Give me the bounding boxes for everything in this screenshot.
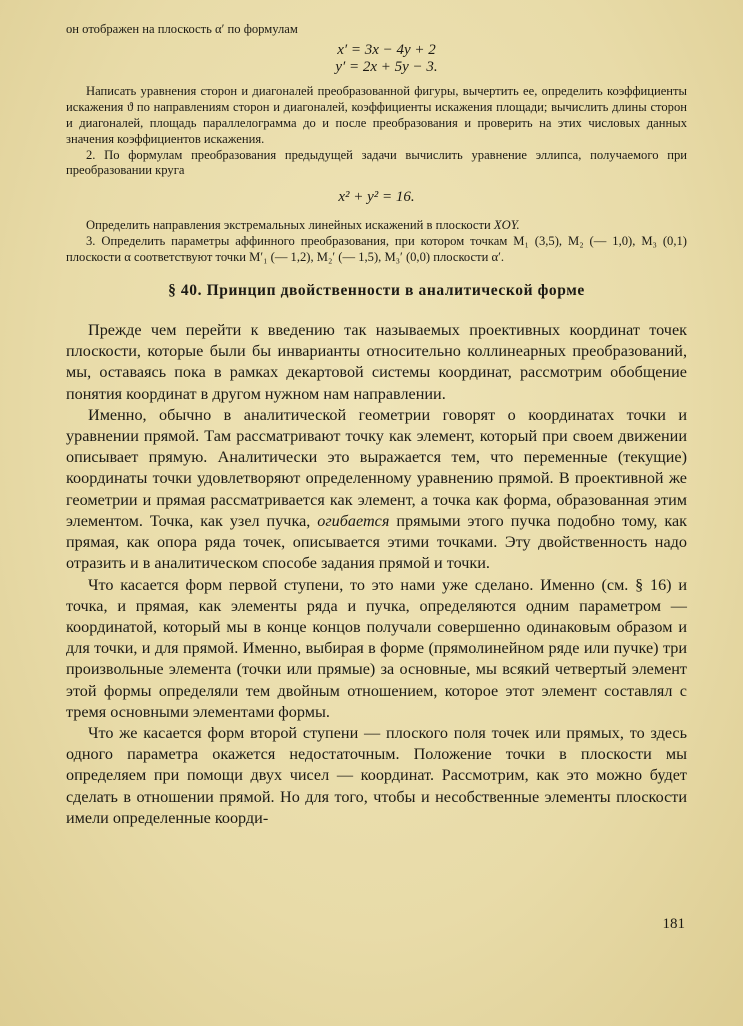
task-2b-plane: XOY.	[493, 218, 520, 233]
paragraph-2-start: Именно, обычно в аналитической геометрии говорят о координатах точки и уравнении прямой. Там рассматривают точку как элемент, который при своем движении описывает прямую. Аналитически это выражается тем, что переменные (текущие) координаты точки удовлетворяют определенному уравнению прямой. В проективной же геометрии и прямая рассматривается как элемент, а точка как форма, образованная этим элементом. Точка, как узел пучка,	[66, 405, 687, 530]
paragraph-2-emphasis: огибается	[317, 511, 390, 530]
equation-x: x′ = 3x − 4y + 2	[337, 41, 436, 58]
paragraph-2-end: прямыми этого пучка подобно тому, как прямая, как опора ряда точек, описывается этими точками. Эту двойственность надо отразить и в аналитическом способе задания прямой и точки.	[66, 511, 688, 573]
transform-equations	[66, 42, 687, 76]
paragraph-2	[66, 405, 687, 575]
task-1-text: Написать уравнения сторон и диагоналей преобразованной фигуры, вычертить ее, определить коэффициенты искажения ϑ по направлениям сторон и диагоналей, коэффициенты искажения площади; вычислить длины сторон и диагоналей, площадь параллелограмма до и после преобразования и проверить на этих числовых данных значения коэффициентов искажения.	[66, 83, 687, 146]
paragraph-1: Прежде чем перейти к введению так называемых проективных координат точек плоскости, которые были бы инварианты относительно коллинеарных преобразований, мы, оставаясь пока в рамках декартовой системы координат, рассмотрим обобщение понятия координат в другом нужном нам направлении.	[66, 321, 687, 403]
task-2-text: 2. По формулам преобразования предыдущей задачи вычислить уравнение эллипса, получаемого при преобразовании круга	[66, 147, 687, 178]
task-2b-body: Определить направления экстремальных линейных искажений в плоскости	[86, 218, 491, 233]
task-2b-text	[66, 218, 687, 234]
section-title: § 40. Принцип двойственности в аналитической форме	[168, 282, 585, 300]
paragraph-4: Что же касается форм второй ступени — плоского поля точек или прямых, то здесь одного параметра окажется недостаточным. Положение точки в плоскости мы определяем при помощи двух чисел — координат. Рассмотрим, как это можно будет сделать в отношении прямой. Но для того, чтобы и несобственные элементы плоскости имели определенные коорди-	[66, 723, 687, 827]
paragraph-3: Что касается форм первой ступени, то это нами уже сделано. Именно (см. § 16) и точка, и прямая, как элементы ряда и пучка, определяются одним параметром — координатой, который мы в конце концов получали совершенно одинаковым образом и для точки, и для прямой. Именно, выбирая в форме (прямолинейном ряде или пучке) три произвольные элемента (точки или прямые) за основные, мы всякий четвертый элемент этой формы определяли тем двойным отношением, которое этот элемент составлял с тремя основными элементами формы.	[66, 575, 687, 721]
circle-equation: x² + y² = 16.	[338, 189, 415, 206]
task-3-text: 3. Определить параметры аффинного преобразования, при котором точкам M₁ (3,5), M₂ (— 1,0), M₃ (0,1) плоскости α соответствуют точки M′₁ (— 1,2), M₂′ (— 1,5), M₃′ (0,0) плоскости α′.	[66, 234, 687, 265]
equation-y: y′ = 2x + 5y − 3.	[335, 58, 438, 75]
intro-line: он отображен на плоскость α′ по формулам	[66, 22, 298, 36]
page-number: 181	[662, 916, 685, 932]
